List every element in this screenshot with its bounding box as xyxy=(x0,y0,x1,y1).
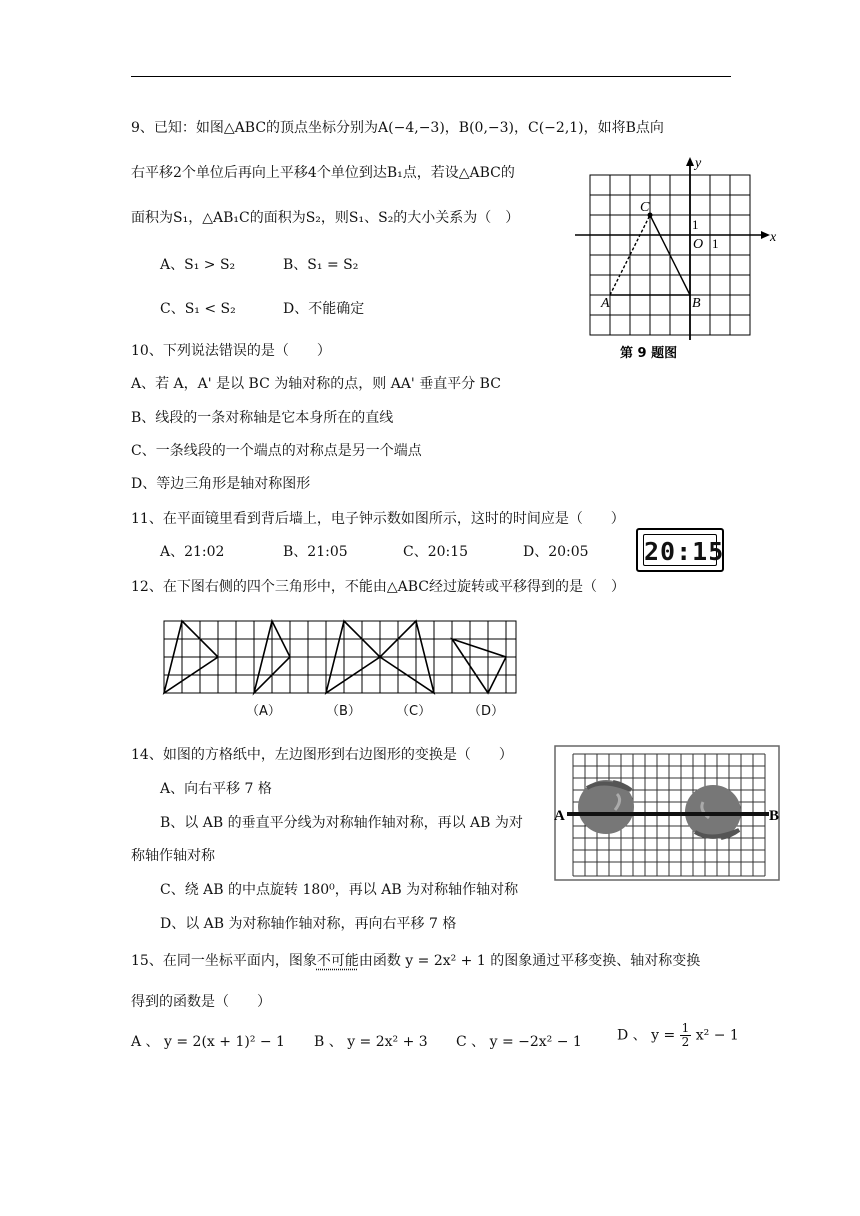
y-axis-arrow xyxy=(686,157,694,166)
q12-label-a: （A） xyxy=(246,704,281,719)
q14-option-d: D、以 AB 为对称轴作轴对称，再向右平移 7 格 xyxy=(160,916,457,932)
q9-line1: 9、已知：如图△ABC的顶点坐标分别为A(−4,−3)，B(0,−3)，C(−2,1)，如将B点向 xyxy=(131,120,664,136)
q11-option-c: C、20:15 xyxy=(403,544,469,560)
q11-option-d: D、20:05 xyxy=(523,544,589,560)
q14-label-b: B xyxy=(769,808,780,824)
q9-line2: 右平移2个单位后再向上平移4个单位到达B₁点，若设△ABC的 xyxy=(131,165,515,181)
q15-option-d xyxy=(617,1022,739,1049)
q15-stem-part-b: 由函数 y = 2x² + 1 的图象通过平移变换、轴对称变换 xyxy=(358,953,701,969)
q12-label-b: （B） xyxy=(326,704,361,719)
q12-label-d: （D） xyxy=(468,704,505,719)
q15-stem-emphasis: 不可能 xyxy=(316,953,359,969)
q15-stem-part-a: 15、在同一坐标平面内，图象 xyxy=(131,953,317,969)
q9-option-b: B、S₁ = S₂ xyxy=(283,257,359,273)
unit-label-x: 1 xyxy=(712,236,719,251)
q15-stem-line2: 得到的函数是（ ） xyxy=(131,994,271,1010)
q14-option-a: A、向右平移 7 格 xyxy=(160,781,272,797)
q14-option-b-line2: 称轴作轴对称 xyxy=(131,848,215,864)
digital-clock-readout: 20:15 xyxy=(644,537,725,566)
q15-option-b: B 、 y = 2x² + 3 xyxy=(314,1034,428,1050)
q9-line3: 面积为S₁，△AB₁C的面积为S₂，则S₁、S₂的大小关系为（ ） xyxy=(131,210,520,226)
q15-stem xyxy=(131,950,700,970)
fraction-denominator: 2 xyxy=(681,1035,690,1049)
q10-option-b: B、线段的一条对称轴是它本身所在的直线 xyxy=(131,410,394,426)
q14-stem: 14、如图的方格纸中，左边图形到右边图形的变换是（ ） xyxy=(131,747,513,763)
label-b: B xyxy=(692,296,701,311)
label-a: A xyxy=(601,296,610,311)
q12-label-c: （C） xyxy=(396,704,432,719)
q12-triangles-grid xyxy=(160,617,520,697)
q9-option-d: D、不能确定 xyxy=(283,301,365,317)
origin-label: O xyxy=(693,237,704,252)
axis-label-x: x xyxy=(770,230,777,245)
shape-left xyxy=(578,780,634,834)
q15-option-a: A 、 y = 2(x + 1)² − 1 xyxy=(131,1034,285,1050)
q11-stem: 11、在平面镜里看到背后墙上，电子钟示数如图所示，这时的时间应是（ ） xyxy=(131,511,625,527)
q11-option-a: A、21:02 xyxy=(160,544,225,560)
digital-clock-screen xyxy=(643,534,725,566)
q14-option-b-line1: B、以 AB 的垂直平分线为对称轴作轴对称，再以 AB 为对 xyxy=(160,815,523,831)
q9-option-a: A、S₁ > S₂ xyxy=(160,257,236,273)
q14-label-a: A xyxy=(554,808,565,824)
unit-label-y: 1 xyxy=(692,217,699,232)
header-rule xyxy=(131,76,731,77)
fraction-numerator: 1 xyxy=(681,1021,690,1035)
axis-label-y: y xyxy=(695,156,702,171)
q14-option-c: C、绕 AB 的中点旋转 180⁰，再以 AB 为对称轴作轴对称 xyxy=(160,882,519,898)
q9-option-c: C、S₁ < S₂ xyxy=(160,301,236,317)
q10-option-d: D、等边三角形是轴对称图形 xyxy=(131,476,311,492)
q15-option-d-prefix: D 、 y = xyxy=(617,1027,676,1044)
triangle-option-d xyxy=(452,639,506,693)
q10-option-c: C、一条线段的一个端点的对称点是另一个端点 xyxy=(131,443,422,459)
q12-stem: 12、在下图右侧的四个三角形中，不能由△ABC经过旋转或平移得到的是（ ） xyxy=(131,579,625,595)
q15-option-c: C 、 y = −2x² − 1 xyxy=(456,1034,582,1050)
q10-stem: 10、下列说法错误的是（ ） xyxy=(131,343,331,359)
q11-option-b: B、21:05 xyxy=(283,544,348,560)
q15-option-d-suffix: x² − 1 xyxy=(695,1027,739,1044)
q14-grid-figure xyxy=(553,744,781,882)
label-c: C xyxy=(640,200,650,215)
q9-coordinate-figure xyxy=(570,155,785,360)
q15-option-d-fraction xyxy=(680,1022,692,1049)
q10-option-a: A、若 A，A' 是以 BC 为轴对称的点，则 AA' 垂直平分 BC xyxy=(131,376,501,392)
x-axis-arrow xyxy=(761,231,770,239)
digital-clock xyxy=(636,528,724,572)
q9-figure-caption: 第 9 题图 xyxy=(620,346,678,360)
